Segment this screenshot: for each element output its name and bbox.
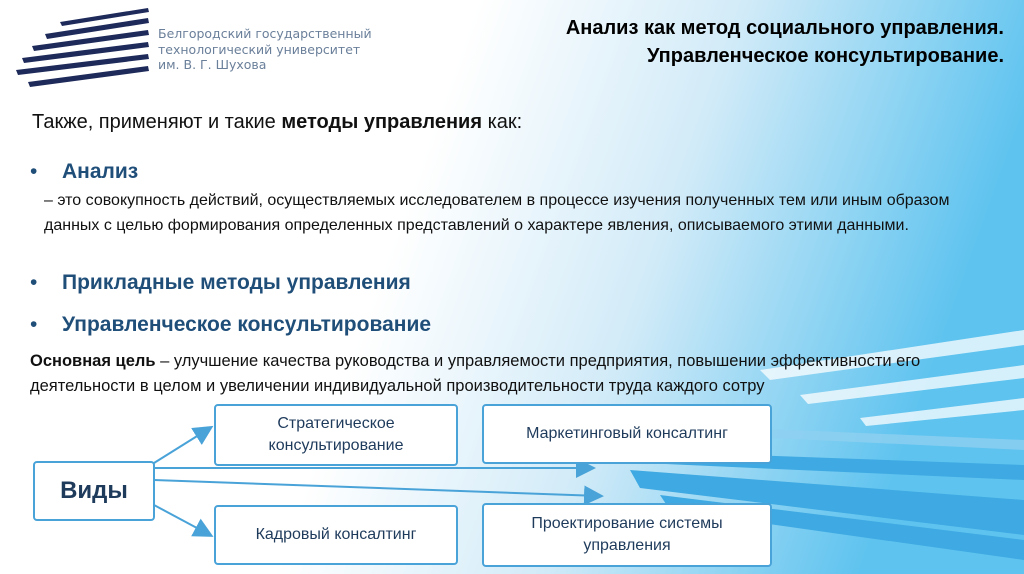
hr-consulting-box	[214, 505, 458, 565]
system-design-line-1: Проектирование системы	[531, 515, 723, 532]
marketing-consulting-box	[482, 404, 772, 464]
types-root-label: Виды	[60, 477, 128, 504]
system-design-line-2: управления	[583, 537, 671, 554]
bullet-management-consulting-label: Управленческое консультирование	[62, 313, 432, 336]
slide-title-line-2: Управленческое консультирование.	[646, 45, 1004, 67]
slide-title-line-1: Анализ как метод социального управления.	[565, 17, 1004, 39]
strategic-consulting-label	[269, 413, 404, 457]
slide-title	[384, 14, 1004, 70]
main-goal-text	[30, 349, 990, 399]
university-line-3: им. В. Г. Шухова	[158, 57, 267, 72]
intro-text	[32, 110, 632, 135]
strategic-consulting-line-1: Стратегическое	[277, 415, 395, 432]
marketing-consulting-label: Маркетинговый консалтинг	[526, 425, 728, 442]
strategic-consulting-line-2: консультирование	[268, 437, 404, 454]
bullet-dot: •	[30, 160, 38, 183]
hr-consulting-label: Кадровый консалтинг	[255, 526, 417, 543]
system-design-box	[482, 503, 772, 567]
university-name	[158, 26, 372, 73]
bullet-applied-methods-label: Прикладные методы управления	[62, 271, 411, 294]
bullet-dot: •	[30, 313, 38, 336]
university-line-1: Белгородский государственный	[158, 26, 372, 41]
intro-text-part: Также, применяют и такие	[32, 111, 282, 133]
intro-bold-text: методы управления	[281, 111, 483, 133]
types-root-box	[33, 461, 155, 521]
intro-text-tail: как:	[482, 111, 523, 133]
main-goal-label: Основная цель	[30, 352, 156, 370]
system-design-label	[531, 513, 722, 557]
university-line-2: технологический университет	[158, 41, 361, 57]
main-goal-body: – улучшение качества руководства и управляемости предприятия, повышении эффективности его деятельности в целом и увеличении индивидуальной производительности труда каждого сотру	[30, 352, 921, 395]
bullet-analysis-label: Анализ	[62, 160, 139, 183]
analysis-definition: – это совокупность действий, осуществляемых исследователем в процессе изучения полученных тем или иным образом данных с целью формирования определенных представлений о характере явления, описываемого этими данными.	[44, 192, 950, 234]
strategic-consulting-box	[214, 404, 458, 466]
bullet-dot: •	[30, 271, 38, 294]
